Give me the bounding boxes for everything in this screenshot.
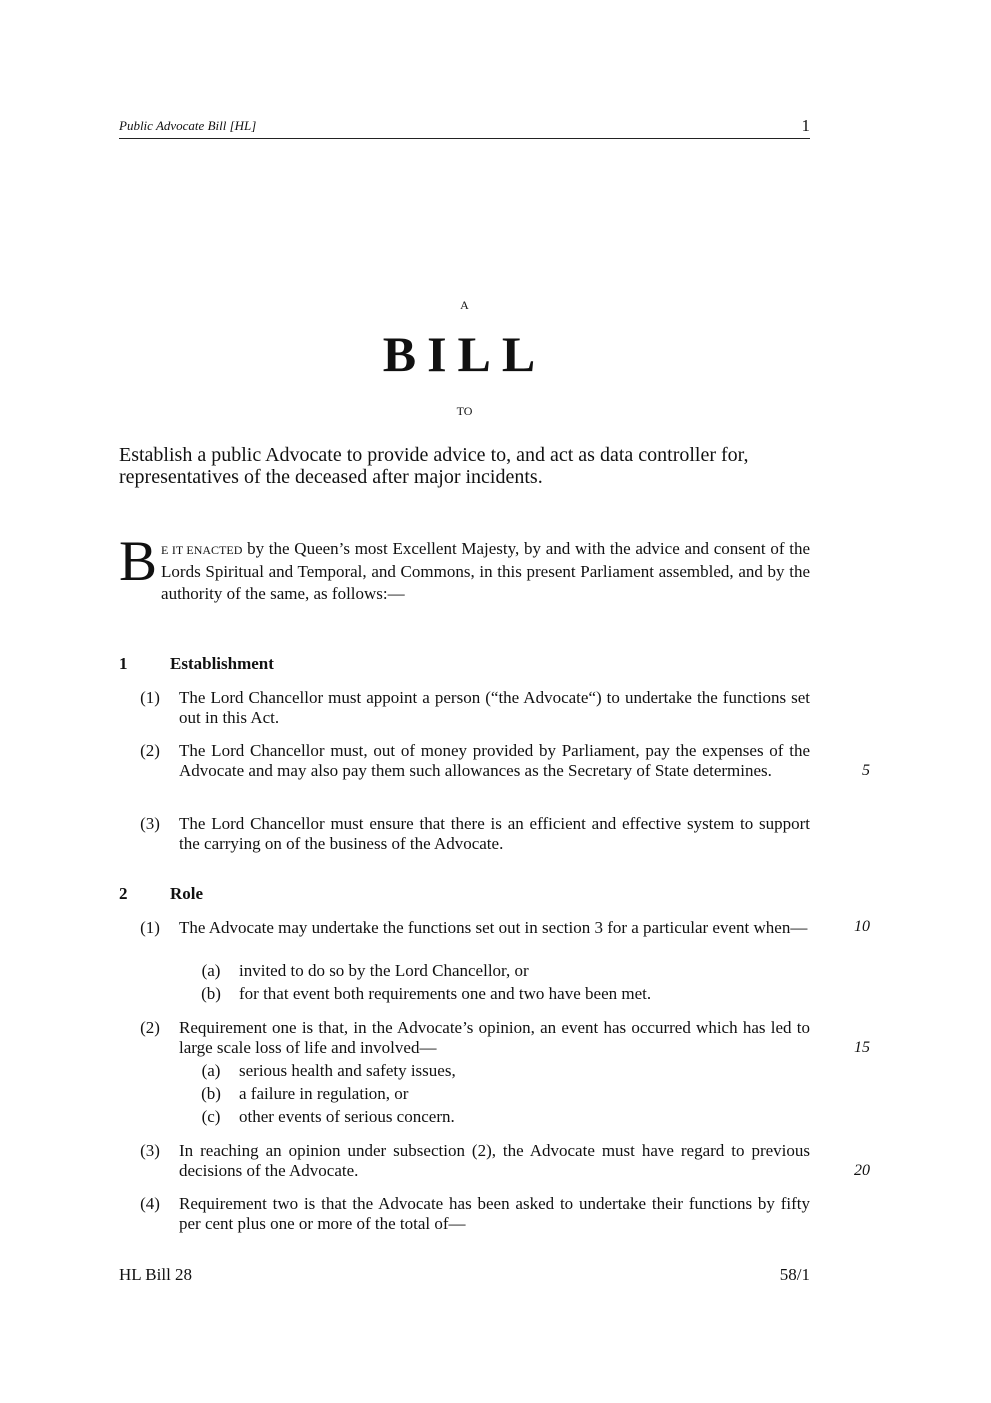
subsection-text: In reaching an opinion under subsection (2), the Advocate must have regard to previous decisions of the Advocate. bbox=[179, 1141, 810, 1180]
subsection bbox=[136, 1018, 810, 1058]
paragraph-text: other events of serious concern. bbox=[239, 1107, 455, 1126]
paragraph-label: (b) bbox=[201, 984, 221, 1003]
paragraph-item bbox=[197, 961, 810, 981]
subsection bbox=[136, 918, 810, 938]
subsection-text: The Lord Chancellor must ensure that there is an efficient and effective system to support the carrying on of the business of the Advocate. bbox=[179, 814, 810, 853]
section-number: 2 bbox=[119, 884, 128, 903]
section-number: 1 bbox=[119, 654, 128, 673]
subsection-label: (1) bbox=[140, 918, 160, 937]
paragraph-item bbox=[197, 1061, 810, 1081]
running-header bbox=[119, 116, 810, 139]
line-number: 5 bbox=[862, 762, 870, 779]
line-number: 20 bbox=[854, 1162, 870, 1179]
paragraph-text: a failure in regulation, or bbox=[239, 1084, 409, 1103]
paragraph-label: (c) bbox=[201, 1107, 221, 1126]
subsection-text: The Lord Chancellor must, out of money provided by Parliament, pay the expenses of the Advocate and may also pay them such allowances as the Secretary of State determines. bbox=[179, 741, 810, 780]
enacting-smallcaps: E IT ENACTED bbox=[161, 543, 243, 557]
subsection-label: (1) bbox=[140, 688, 160, 707]
subsection-text: Requirement one is that, in the Advocate’s opinion, an event has occurred which has led to large scale loss of life and involved— bbox=[179, 1018, 810, 1057]
paragraph-text: serious health and safety issues, bbox=[239, 1061, 456, 1080]
paragraph-text: invited to do so by the Lord Chancellor, or bbox=[239, 961, 529, 980]
line-number: 15 bbox=[854, 1039, 870, 1056]
paragraph-label: (b) bbox=[201, 1084, 221, 1103]
subsection-text: Requirement two is that the Advocate has been asked to undertake their functions by fifty per cent plus one or more of the total of— bbox=[179, 1194, 810, 1233]
subsection-label: (4) bbox=[140, 1194, 160, 1213]
long-title: Establish a public Advocate to provide advice to, and act as data controller for, representatives of the deceased after major incidents. bbox=[119, 444, 749, 488]
paragraph-label: (a) bbox=[201, 1061, 221, 1080]
section-title: Establishment bbox=[170, 654, 274, 673]
header-title: Public Advocate Bill [HL] bbox=[119, 118, 257, 133]
line-number: 10 bbox=[854, 918, 870, 935]
section-title: Role bbox=[170, 884, 204, 903]
paragraph-item bbox=[197, 984, 810, 1004]
enacting-formula bbox=[119, 530, 810, 605]
paragraph-item bbox=[197, 1084, 810, 1104]
subsection-label: (2) bbox=[140, 1018, 160, 1037]
subsection bbox=[136, 1141, 810, 1181]
subsection bbox=[136, 688, 810, 728]
subsection-label: (3) bbox=[140, 1141, 160, 1160]
enacting-text: by the Queen’s most Excellent Majesty, by and with the advice and consent of the Lords Spiritual and Temporal, and Commons, in this present Parliament assembled, and by the authority of the same, as follows:— bbox=[161, 539, 810, 603]
subsection-text: The Advocate may undertake the functions set out in section 3 for a particular event when— bbox=[179, 918, 808, 937]
subsection bbox=[136, 814, 810, 854]
session-reference: 58/1 bbox=[779, 1265, 810, 1284]
bill-prefix-a: A bbox=[460, 298, 469, 312]
subsection-text: The Lord Chancellor must appoint a person (“the Advocate“) to undertake the functions set out in this Act. bbox=[179, 688, 810, 727]
bill-prefix-to: TO bbox=[456, 404, 473, 418]
paragraph-label: (a) bbox=[201, 961, 221, 980]
subsection-label: (3) bbox=[140, 814, 160, 833]
bill-reference: HL Bill 28 bbox=[119, 1265, 193, 1284]
bill-heading: BILL bbox=[382, 326, 547, 382]
paragraph-item bbox=[197, 1107, 810, 1127]
subsection bbox=[136, 741, 810, 781]
drop-cap: B bbox=[119, 530, 158, 593]
page-number: 1 bbox=[801, 116, 810, 135]
paragraph-text: for that event both requirements one and two have been met. bbox=[239, 984, 652, 1003]
subsection-label: (2) bbox=[140, 741, 160, 760]
subsection bbox=[136, 1194, 810, 1234]
